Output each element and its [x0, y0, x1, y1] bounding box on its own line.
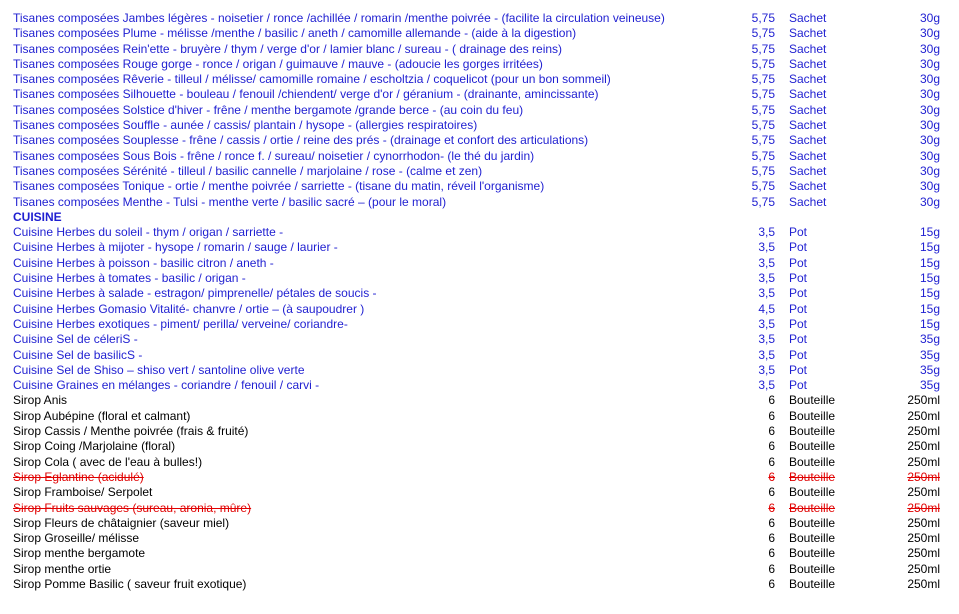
product-row: [0, 516, 959, 531]
product-name: Tisanes composées Rein'ette - bruyère / thym / verge d'or / lamier blanc / sureau - ( drainage des reins): [13, 41, 563, 56]
product-row: [0, 546, 959, 561]
product-unit: Sachet: [789, 133, 827, 148]
product-price: 5,75: [751, 179, 775, 194]
product-row: [0, 409, 959, 424]
product-name: Sirop Fruits sauvages (sureau, aronia, mûre): [13, 500, 252, 515]
product-price: 6: [768, 576, 775, 591]
product-unit: Bouteille: [789, 500, 836, 515]
product-price: 5,75: [751, 56, 775, 71]
product-price: 5,75: [751, 148, 775, 163]
product-quantity: 30g: [919, 72, 940, 87]
product-name: Tisanes composées Tonique - ortie / menthe poivrée / sarriette - (tisane du matin, réveil l'organisme): [13, 179, 545, 194]
product-quantity: 15g: [919, 225, 940, 240]
product-unit: Sachet: [789, 148, 827, 163]
product-price: 6: [768, 439, 775, 454]
product-name: Sirop Groseille/ mélisse: [13, 531, 140, 546]
product-unit: Pot: [789, 347, 808, 362]
product-row: [0, 11, 959, 26]
product-row: [0, 87, 959, 102]
product-quantity: 30g: [919, 148, 940, 163]
product-quantity: 15g: [919, 301, 940, 316]
product-unit: Sachet: [789, 87, 827, 102]
product-row: [0, 118, 959, 133]
product-price: 6: [768, 531, 775, 546]
product-unit: Bouteille: [789, 546, 836, 561]
product-row: [0, 256, 959, 271]
product-row: [0, 317, 959, 332]
section-heading: [0, 210, 959, 225]
product-quantity: 250ml: [907, 531, 940, 546]
product-price: 3,5: [758, 286, 775, 301]
product-name: Tisanes composées Jambes légères - noisetier / ronce /achillée / romarin /menthe poivrée - (facilite la circulation veineuse): [13, 11, 665, 25]
product-price: 3,5: [758, 240, 775, 255]
product-quantity: 35g: [919, 378, 940, 393]
product-price: 6: [768, 546, 775, 561]
product-price: 6: [768, 561, 775, 576]
product-row: [0, 424, 959, 439]
product-name: Cuisine Graines en mélanges - coriandre / fenouil / carvi -: [13, 378, 320, 393]
product-name: Tisanes composées Souffle - aunée / cassis/ plantain / hysope - (allergies respiratoires): [13, 118, 478, 133]
product-name: Cuisine Herbes Gomasio Vitalité- chanvre / ortie – (à saupoudrer ): [13, 301, 365, 316]
product-row: [0, 133, 959, 148]
product-row: [0, 57, 959, 72]
product-name: Cuisine Herbes à mijoter - hysope / romarin / sauge / laurier -: [13, 240, 338, 255]
product-unit: Bouteille: [789, 576, 836, 591]
product-name: Sirop menthe ortie: [13, 561, 112, 576]
product-row: [0, 42, 959, 57]
product-row: [0, 485, 959, 500]
product-unit: Sachet: [789, 118, 827, 133]
product-unit: Pot: [789, 255, 808, 270]
product-price: 5,75: [751, 102, 775, 117]
product-unit: Sachet: [789, 163, 827, 178]
product-quantity: 250ml: [907, 576, 940, 591]
product-quantity: 250ml: [907, 469, 940, 484]
product-row: [0, 72, 959, 87]
product-price: 5,75: [751, 26, 775, 41]
product-row: [0, 378, 959, 393]
product-quantity: 250ml: [907, 485, 940, 500]
product-unit: Pot: [789, 301, 808, 316]
product-name: Sirop Fleurs de châtaignier (saveur miel): [13, 515, 230, 530]
product-name: Sirop Pomme Basilic ( saveur fruit exotique): [13, 576, 247, 591]
product-price: 6: [768, 454, 775, 469]
product-unit: Bouteille: [789, 485, 836, 500]
product-unit: Sachet: [789, 72, 827, 87]
product-row: [0, 26, 959, 41]
product-unit: Pot: [789, 316, 808, 331]
product-quantity: 35g: [919, 332, 940, 347]
product-unit: Sachet: [789, 102, 827, 117]
product-price: 6: [768, 500, 775, 515]
product-name: Sirop menthe bergamote: [13, 546, 146, 561]
product-unit: Sachet: [789, 194, 827, 209]
product-quantity: 30g: [919, 102, 940, 117]
product-row: [0, 455, 959, 470]
product-unit: Pot: [789, 240, 808, 255]
product-unit: Pot: [789, 332, 808, 347]
product-name: Cuisine Herbes à tomates - basilic / origan -: [13, 271, 246, 286]
product-price: 5,75: [751, 194, 775, 209]
product-quantity: 30g: [919, 26, 940, 41]
product-price: 3,5: [758, 347, 775, 362]
product-row: [0, 363, 959, 378]
product-name: Tisanes composées Sérénité - tilleul / basilic cannelle / marjolaine / rose - (calme et zen): [13, 163, 483, 178]
product-price: 6: [768, 424, 775, 439]
product-name: Tisanes composées Silhouette - bouleau / fenouil /chiendent/ verge d'or / géranium - (drainante, amincissante): [13, 87, 599, 102]
product-price: 5,75: [751, 118, 775, 133]
product-unit: Sachet: [789, 56, 827, 71]
product-price: 4,5: [758, 301, 775, 316]
product-unit: Pot: [789, 378, 808, 393]
product-name: Cuisine Herbes à poisson - basilic citron / aneth -: [13, 255, 274, 270]
product-unit: Sachet: [789, 11, 827, 25]
product-quantity: 15g: [919, 286, 940, 301]
product-quantity: 35g: [919, 347, 940, 362]
product-price: 5,75: [751, 11, 775, 25]
product-quantity: 250ml: [907, 393, 940, 408]
product-unit: Bouteille: [789, 393, 836, 408]
product-name: Sirop Cassis / Menthe poivrée (frais & fruité): [13, 424, 249, 439]
product-price: 3,5: [758, 271, 775, 286]
product-name: Sirop Anis: [13, 393, 68, 408]
product-unit: Pot: [789, 225, 808, 240]
product-name: Tisanes composées Rêverie - tilleul / mélisse/ camomille romaine / escholtzia / coquelicot (pour un bon sommeil): [13, 72, 611, 87]
product-row: [0, 225, 959, 240]
product-row: [0, 531, 959, 546]
product-name: Sirop Framboise/ Serpolet: [13, 485, 153, 500]
product-price: 5,75: [751, 41, 775, 56]
product-name: Tisanes composées Souplesse - frêne / cassis / ortie / reine des prés - (drainage et confort des articulations): [13, 133, 589, 148]
product-row: [0, 577, 959, 592]
product-quantity: 30g: [919, 194, 940, 209]
product-price: 3,5: [758, 378, 775, 393]
product-price: 5,75: [751, 163, 775, 178]
product-quantity: 250ml: [907, 454, 940, 469]
product-name: Tisanes composées Sous Bois - frêne / ronce f. / sureau/ noisetier / cynorrhodon- (le thé du jardin): [13, 148, 535, 163]
product-row: [0, 302, 959, 317]
product-row: [0, 286, 959, 301]
product-row: [0, 501, 959, 516]
product-quantity: 15g: [919, 271, 940, 286]
product-name: Cuisine Herbes à salade - estragon/ pimprenelle/ pétales de soucis -: [13, 286, 377, 301]
product-price: 5,75: [751, 72, 775, 87]
product-row: [0, 271, 959, 286]
product-quantity: 30g: [919, 41, 940, 56]
product-quantity: 15g: [919, 240, 940, 255]
product-unit: Pot: [789, 362, 808, 377]
product-name: Tisanes composées Menthe - Tulsi - menthe verte / basilic sacré – (pour le moral): [13, 194, 447, 209]
product-name: Cuisine Sel de céleriS -: [13, 332, 138, 347]
product-name: Cuisine Sel de basilicS -: [13, 347, 143, 362]
product-unit: Bouteille: [789, 408, 836, 423]
product-quantity: 30g: [919, 179, 940, 194]
product-price: 3,5: [758, 362, 775, 377]
product-quantity: 30g: [919, 163, 940, 178]
product-name: Cuisine Herbes du soleil - thym / origan / sarriette -: [13, 225, 284, 240]
product-price: 3,5: [758, 225, 775, 240]
product-price: 6: [768, 485, 775, 500]
product-price-list: [0, 11, 959, 592]
product-quantity: 250ml: [907, 424, 940, 439]
product-unit: Bouteille: [789, 515, 836, 530]
product-row: [0, 164, 959, 179]
product-unit: Bouteille: [789, 424, 836, 439]
product-row: [0, 179, 959, 194]
product-quantity: 35g: [919, 362, 940, 377]
product-row: [0, 393, 959, 408]
product-name: Tisanes composées Rouge gorge - ronce / origan / guimauve / mauve - (adoucie les gorges irritées): [13, 56, 543, 71]
product-name: Sirop Coing /Marjolaine (floral): [13, 439, 176, 454]
product-unit: Bouteille: [789, 469, 836, 484]
product-row: [0, 439, 959, 454]
product-price: 3,5: [758, 255, 775, 270]
product-row: [0, 470, 959, 485]
product-name: Cuisine Herbes exotiques - piment/ perilla/ verveine/ coriandre-: [13, 316, 348, 331]
product-name: Tisanes composées Plume - mélisse /menthe / basilic / aneth / camomille allemande - (aide à la digestion): [13, 26, 577, 41]
product-name: Tisanes composées Solstice d'hiver - frêne / menthe bergamote /grande berce - (au coin du feu): [13, 102, 524, 117]
product-row: [0, 103, 959, 118]
product-row: [0, 332, 959, 347]
product-unit: Sachet: [789, 179, 827, 194]
product-name: Cuisine Sel de Shiso – shiso vert / santoline olive verte: [13, 362, 305, 377]
product-name: CUISINE: [13, 209, 62, 224]
product-name: Sirop Cola ( avec de l'eau à bulles!): [13, 454, 203, 469]
product-row: [0, 149, 959, 164]
product-row: [0, 240, 959, 255]
product-quantity: 250ml: [907, 408, 940, 423]
product-price: 5,75: [751, 133, 775, 148]
product-price: 3,5: [758, 332, 775, 347]
product-quantity: 30g: [919, 118, 940, 133]
product-name: Sirop Aubépine (floral et calmant): [13, 408, 191, 423]
product-quantity: 250ml: [907, 561, 940, 576]
product-quantity: 30g: [919, 56, 940, 71]
product-price: 5,75: [751, 87, 775, 102]
product-price: 6: [768, 408, 775, 423]
product-quantity: 250ml: [907, 439, 940, 454]
product-row: [0, 562, 959, 577]
product-quantity: 30g: [919, 87, 940, 102]
product-unit: Bouteille: [789, 454, 836, 469]
product-unit: Bouteille: [789, 561, 836, 576]
product-unit: Pot: [789, 271, 808, 286]
product-quantity: 250ml: [907, 500, 940, 515]
product-price: 6: [768, 393, 775, 408]
product-quantity: 250ml: [907, 515, 940, 530]
product-quantity: 30g: [919, 133, 940, 148]
product-unit: Bouteille: [789, 439, 836, 454]
product-row: [0, 348, 959, 363]
product-price: 6: [768, 515, 775, 530]
product-unit: Sachet: [789, 41, 827, 56]
product-price: 6: [768, 469, 775, 484]
product-quantity: 15g: [919, 255, 940, 270]
product-quantity: 250ml: [907, 546, 940, 561]
product-quantity: 15g: [919, 316, 940, 331]
product-unit: Sachet: [789, 26, 827, 41]
product-quantity: 30g: [919, 11, 940, 25]
product-name: Sirop Eglantine (acidulé): [13, 469, 144, 484]
product-unit: Pot: [789, 286, 808, 301]
product-price: 3,5: [758, 316, 775, 331]
product-unit: Bouteille: [789, 531, 836, 546]
product-row: [0, 195, 959, 210]
